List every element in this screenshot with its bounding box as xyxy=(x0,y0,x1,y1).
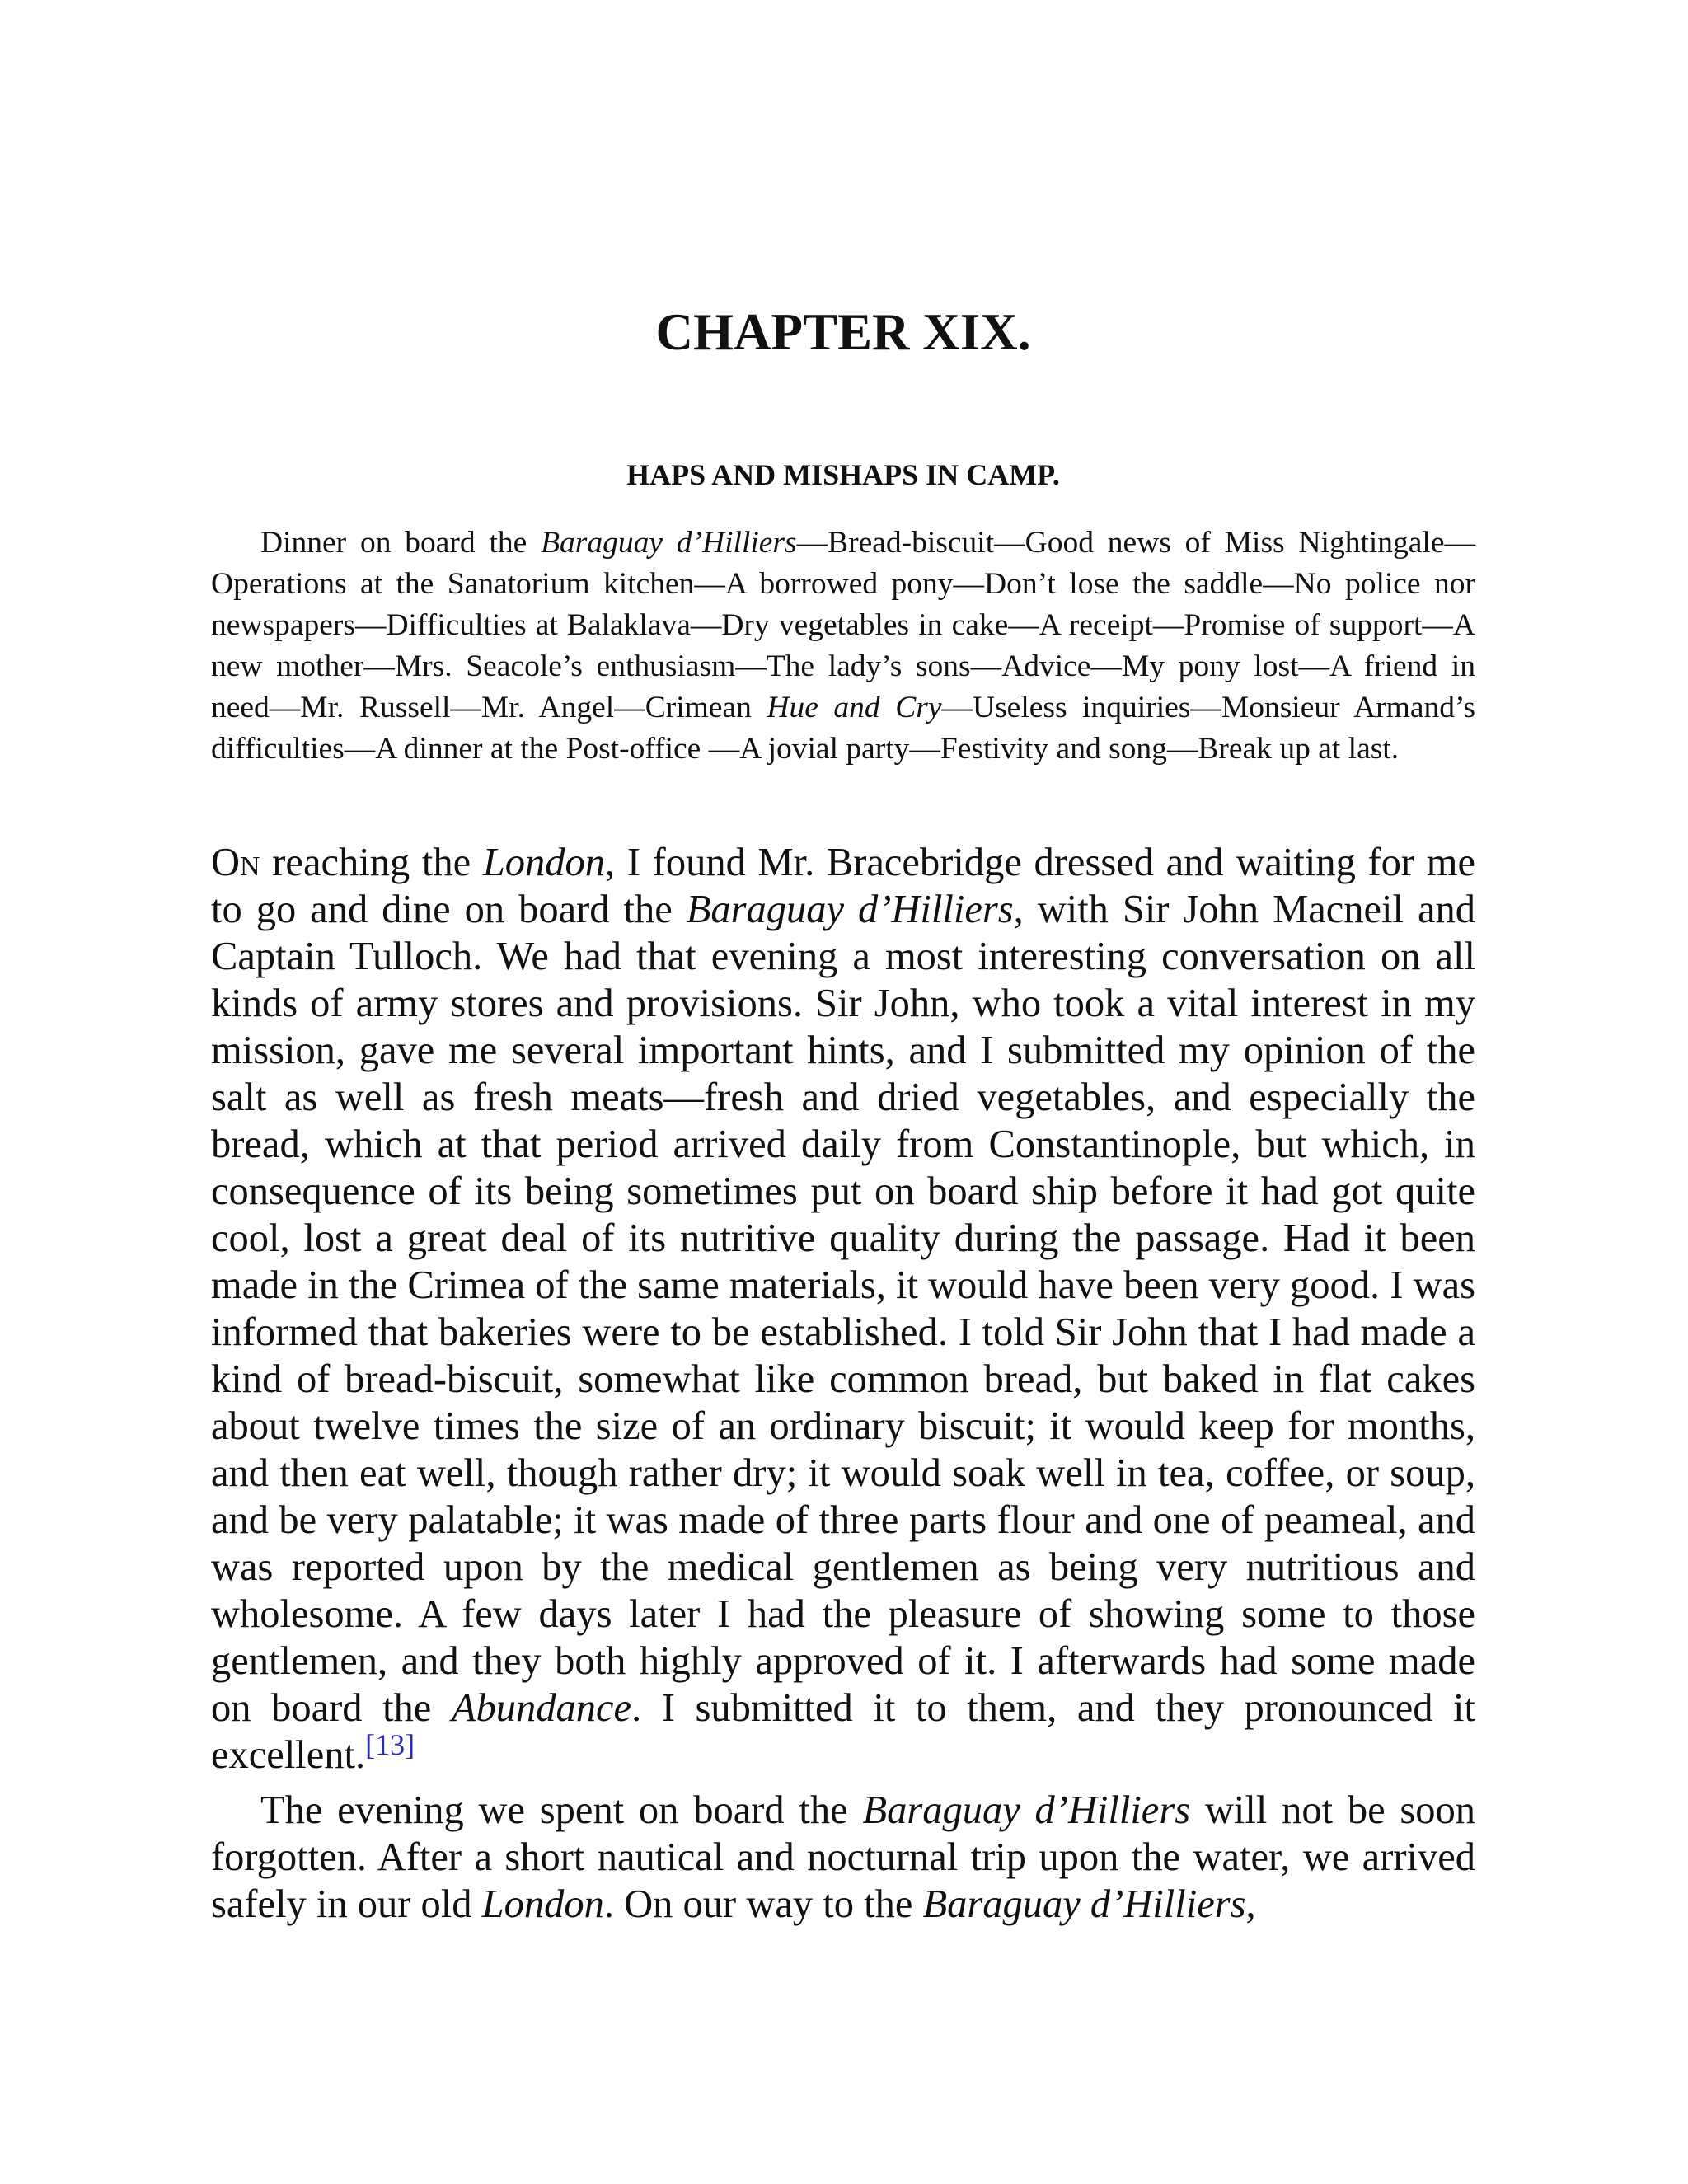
synopsis-text: —Bread-biscuit—Good news of Miss Nightingale—Operations at the Sanatorium kitchen—A borrowed pony—Don’t lose the saddle—No police nor newspapers—Difficulties at Balaklava—Dry vegetables in cake—A receipt—Promise of support—A new mother—Mrs. Seacole’s enthusiasm—The lady’s sons—Advice—My pony lost—A friend in need—Mr. Russell—Mr. Angel—Crimean xyxy=(211,526,1475,724)
synopsis-italic-hue-and-cry: Hue and Cry xyxy=(767,691,942,724)
body-paragraph-2 xyxy=(211,1787,1475,1928)
paragraph-text: , I found Mr. Bracebridge dressed and waiting for me to go and dine on board the xyxy=(211,841,1475,931)
paragraph-italic: London xyxy=(481,1882,604,1926)
footnote-link[interactable]: [13] xyxy=(365,1728,415,1761)
chapter-body xyxy=(211,839,1475,1936)
paragraph-italic: Abundance xyxy=(451,1686,632,1730)
chapter-title: CHAPTER XIX. xyxy=(655,303,1031,361)
paragraph-text: , with Sir John Macneil and Captain Tulloch. We had that evening a most interesting conversation on all kinds of army stores and provisions. Sir John, who took a vital interest in my mission, gave me several important hints, and I submitted my opinion of the salt as well as fresh meats—fresh and dried vegetables, and especially the bread, which at that period arrived daily from Constantinople, but which, in consequence of its being sometimes put on board ship before it had got quite cool, lost a great deal of its nutritive quality during the passage. Had it been made in the Crimea of the same materials, it would have been very good. I was informed that bakeries were to be established. I told Sir John that I had made a kind of bread-biscuit, somewhat like common bread, but baked in flat cakes about twelve times the size of an ordinary biscuit; it would keep for months, and then eat well, though rather dry; it would soak well in tea, coffee, or soup, and be very palatable; it was made of three parts flour and one of peameal, and was reported upon by the medical gentlemen as being very nutritious and wholesome. A few days later I had the pleasure of showing some to those gentlemen, and they both highly approved of it. I afterwards had some made on board the xyxy=(211,888,1476,1730)
paragraph-italic: Baraguay d’Hilliers xyxy=(922,1882,1246,1926)
paragraph-italic: Baraguay d’Hilliers xyxy=(862,1788,1191,1832)
drop-cap-word: On xyxy=(211,841,260,884)
chapter-subtitle: HAPS AND MISHAPS IN CAMP. xyxy=(626,458,1060,491)
paragraph-italic: Baraguay d’Hilliers xyxy=(686,888,1014,931)
chapter-synopsis xyxy=(211,523,1475,770)
synopsis-text: —Useless inquiries—Monsieur Armand’s difficulties—A dinner at the Post-office —A jovial party—Festivity and song—Break up at last. xyxy=(211,691,1475,766)
synopsis-text: Dinner on board the xyxy=(260,526,542,560)
paragraph-text: . On our way to the xyxy=(603,1882,923,1926)
paragraph-text: , xyxy=(1245,1882,1256,1926)
synopsis-italic-ship: Baraguay d’Hilliers xyxy=(541,526,797,560)
paragraph-italic: London xyxy=(482,841,606,884)
paragraph-text: reaching the xyxy=(260,841,483,884)
paragraph-text: The evening we spent on board the xyxy=(260,1788,863,1832)
body-paragraph-1 xyxy=(211,839,1475,1779)
paragraph-text: . I submitted it to them, and they pronounced it excellent. xyxy=(211,1686,1475,1777)
paragraph-text: will not be soon forgotten. After a short nautical and nocturnal trip upon the water, we arrived safely in our old xyxy=(211,1788,1475,1926)
